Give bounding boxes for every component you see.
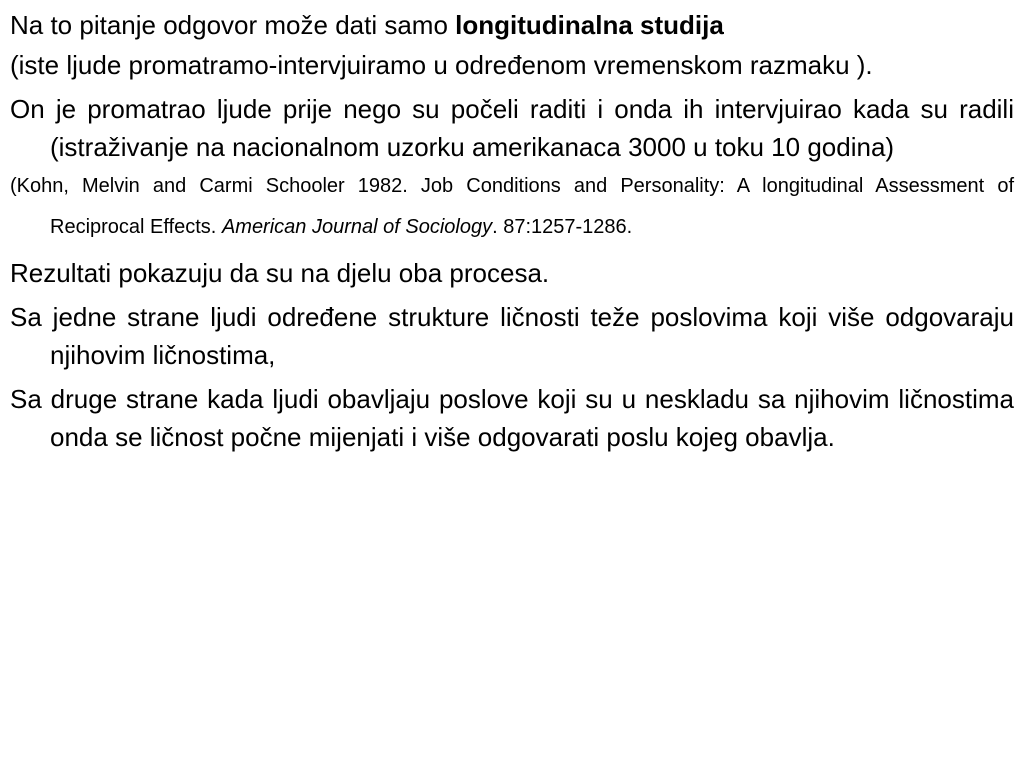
paragraph-results: [10, 254, 1014, 292]
paragraph-intro-text: Na to pitanje odgovor može dati samo: [10, 10, 456, 40]
paragraph-other-side: [10, 380, 1014, 456]
paragraph-definition: [10, 46, 1014, 84]
longitudinal-study-emphasis: longitudinalna studija: [455, 10, 724, 40]
citation: [10, 166, 1014, 248]
paragraph-study-description-text: On je promatrao ljude prije nego su počeli raditi i onda ih intervjuirao kada su radili (istraživanje na nacionalnom uzorku amerikanaca 3000 u toku 10 godina): [10, 94, 1014, 162]
citation-journal: American Journal of Sociology: [221, 216, 493, 238]
paragraph-one-side: [10, 298, 1014, 374]
paragraph-definition-text: (iste ljude promatramo-intervjuiramo u određenom vremenskom razmaku ).: [10, 50, 873, 80]
paragraph-study-description: [10, 90, 1014, 166]
paragraph-intro: [10, 6, 1014, 44]
paragraph-other-side-text: Sa druge strane kada ljudi obavljaju poslove koji su u neskladu sa njihovim ličnostima onda se ličnost počne mijenjati i više odgovarati poslu kojeg obavlja.: [10, 384, 1014, 452]
citation-text: (Kohn, Melvin and Carmi Schooler 1982. Job Conditions and Personality: A longitudinal Assessment of Reciprocal Effects.: [10, 175, 1014, 238]
paragraph-results-text: Rezultati pokazuju da su na djelu oba procesa.: [10, 258, 550, 288]
citation-tail: . 87:1257-1286.: [492, 216, 633, 238]
paragraph-one-side-text: Sa jedne strane ljudi određene strukture ličnosti teže poslovima koji više odgovaraju njihovim ličnostima,: [10, 302, 1014, 370]
